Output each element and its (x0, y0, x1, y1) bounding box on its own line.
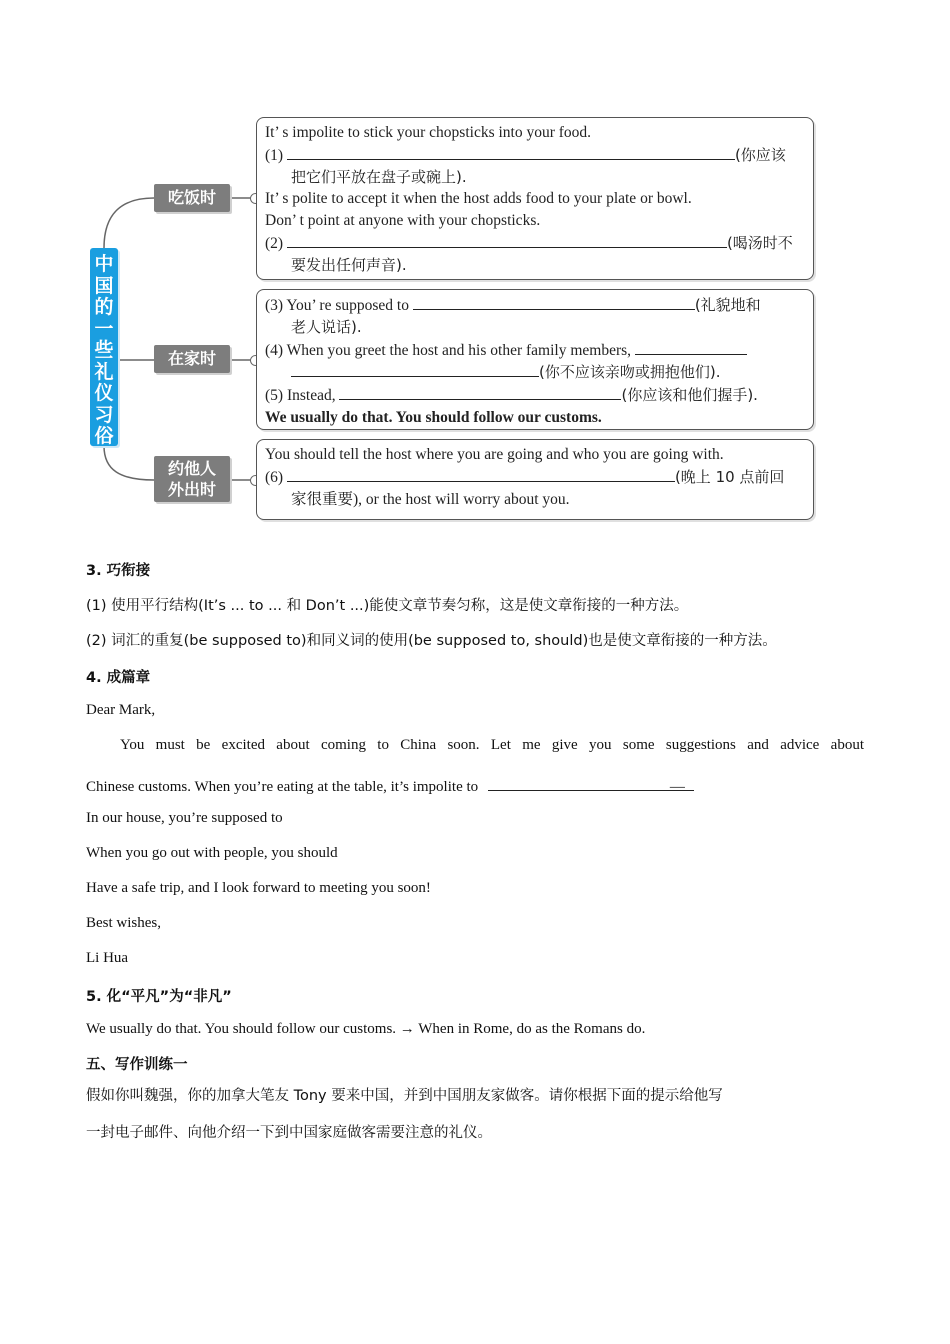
letter-line-trip: Have a safe trip, and I look forward to meeting you soon! (86, 880, 431, 896)
panel-line (265, 294, 805, 317)
section3-item-1: (1) 使用平行结构(It’s ... to ... 和 Don’t ...)能使文章节奏匀称，这是使文章衔接的一种方法。 (86, 598, 689, 614)
panel-line (265, 361, 805, 384)
letter-line-out: When you go out with people, you should (86, 845, 338, 861)
writing-prompt-line1: 假如你叫魏强，你的加拿大笔友 Tony 要来中国，并到中国朋友家做客。请你根据下面的提示给他写 (86, 1088, 723, 1104)
hint-text: (礼貌地和 (694, 296, 761, 314)
letter-closing: Best wishes, (86, 915, 161, 931)
panel-at-home (256, 289, 814, 430)
panel-line: You should tell the host where you are going and who you are going with. (265, 446, 724, 463)
etiquette-mind-map (0, 0, 950, 540)
item-text: (4) When you greet the host and his other family members, (265, 341, 632, 359)
answer-blank-5[interactable] (339, 384, 621, 400)
section3-item-2: (2) 词汇的重复(be supposed to)和同义词的使用(be supposed to, should)也是使文章衔接的一种方法。 (86, 633, 777, 649)
hint-text: 要发出任何声音). (291, 255, 407, 274)
item-number: (6) (265, 468, 284, 486)
writing-heading: 五、写作训练一 (86, 1057, 188, 1073)
section5-heading: 5. 化“平凡”为“非凡” (86, 989, 232, 1005)
item-text: (5) Instead, (265, 387, 336, 405)
branch-label-eating: 吃饭时 (154, 184, 230, 212)
answer-blank-4b[interactable] (291, 361, 539, 377)
letter-line-house: In our house, you’re supposed to (86, 810, 283, 826)
item-number: (1) (265, 146, 284, 164)
panel-line: Don’ t point at anyone with your chopsticks. (265, 212, 541, 230)
item-number: (2) (265, 234, 284, 252)
branch-label-going-out-line1: 约他人 (167, 459, 216, 478)
section3-heading: 3. 巧衔接 (86, 563, 151, 579)
hint-text: 老人说话). (291, 317, 362, 336)
hint-text: (你应该 (734, 145, 786, 164)
hint-text: (你应该和他们握手). (621, 386, 758, 405)
panel-going-out (256, 439, 814, 520)
answer-blank-2[interactable] (287, 232, 727, 248)
panel-line (265, 144, 805, 167)
hint-text: (你不应该亲吻或拥抱他们). (539, 363, 721, 382)
answer-blank-1[interactable] (287, 144, 735, 160)
section4-heading: 4. 成篇章 (86, 670, 151, 686)
answer-blank-4a[interactable] (635, 339, 747, 355)
answer-blank-3[interactable] (413, 294, 695, 310)
branch-label-going-out (154, 456, 230, 502)
mind-map-root: 中国的一些礼仪习俗 (90, 248, 118, 446)
blank-tail: — (669, 779, 685, 795)
panel-line (265, 339, 805, 362)
panel-eating (256, 117, 814, 280)
letter-paragraph-line1: You must be excited about coming to China soon. Let me give you some suggestions and advice about (120, 737, 864, 753)
item-text: (3) You’ re supposed to (265, 297, 409, 314)
panel-line: 家很重要), or the host will worry about you. (291, 490, 570, 508)
letter-paragraph-line2 (86, 775, 685, 796)
branch-label-at-home: 在家时 (154, 345, 230, 373)
section5-text: We usually do that. You should follow our customs. → When in Rome, do as the Romans do. (86, 1021, 646, 1037)
hint-text: 把它们平放在盘子或碗上). (291, 167, 467, 186)
letter-signature: Li Hua (86, 950, 129, 966)
panel-line: We usually do that. You should follow our customs. (265, 408, 602, 426)
panel-line: It’ s impolite to stick your chopsticks into your food. (265, 124, 592, 141)
panel-line (265, 466, 805, 489)
panel-line (265, 384, 805, 407)
panel-line (265, 232, 805, 255)
hint-text: (晚上 10 点前回 (674, 467, 785, 486)
answer-blank-6[interactable] (287, 466, 675, 482)
panel-line: It’ s polite to accept it when the host adds food to your plate or bowl. (265, 190, 692, 208)
hint-text: (喝汤时不 (726, 233, 793, 252)
letter-line-text: Chinese customs. When you’re eating at the table, it’s impolite to (86, 779, 479, 795)
letter-blank[interactable] (488, 775, 694, 791)
branch-label-going-out-line2: 外出时 (167, 480, 216, 499)
letter-salutation: Dear Mark, (86, 702, 156, 718)
writing-prompt-line2: 一封电子邮件、向他介绍一下到中国家庭做客需要注意的礼仪。 (86, 1125, 492, 1141)
